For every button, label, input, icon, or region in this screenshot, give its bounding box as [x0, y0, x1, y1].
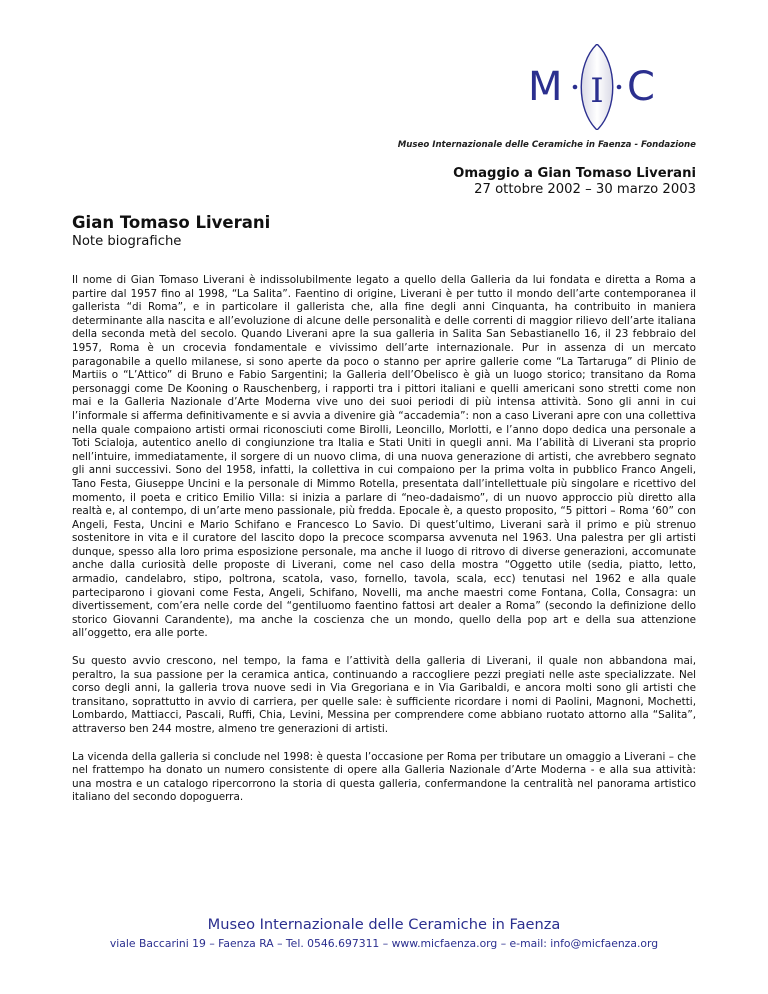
logo-dot-left: [573, 85, 578, 90]
biography-body: [72, 274, 696, 819]
logo-letter-c: C: [627, 64, 655, 110]
exhibition-title: Omaggio a Gian Tomaso Liverani: [453, 166, 696, 181]
paragraph: Il nome di Gian Tomaso Liverani è indissolubilmente legato a quello della Galleria da lui fondata e diretta a Roma a partire dal 1957 fino al 1998, “La Salita”. Faentino di origine, Liverani è per tutto il mondo dell’arte contemporanea il gallerista “di Roma”, e in particolare il gallerista che, alla fine degli anni Cinquanta, ha contribuito in maniera determinante alla nascita e all’evoluzione di alcune delle personalità e delle correnti di maggior rilievo dell’arte italiana della seconda metà del secolo. Quando Liverani apre la sua galleria in Salita San Sebastianello 16, il 23 febbraio del 1957, Roma è un crocevia fondamentale e vivissimo dell’arte internazionale. Pur in assenza di un mercato paragonabile a quello milanese, si sono aperte da poco o stanno per aprire gallerie come “La Tartaruga” di Plinio de Martiis o “L’Attico” di Bruno e Fabio Sargentini; la Galleria dell’Obelisco è già un luogo storico; transitano da Roma personaggi come De Kooning o Rauschenberg, i rapporti tra i pittori italiani e quelli americani sono stretti come non mai e la Galleria Nazionale d’Arte Moderna vive uno dei suoi periodi di più intensa attività. Sono gli anni in cui l’informale si afferma definitivamente e si avvia a divenire già “accademia”: non a caso Liverani apre con una collettiva nella quale compaiono artisti ormai riconosciuti come Birolli, Leoncillo, Morlotti, e l’anno dopo dedica una personale a Toti Scialoja, autentico anello di congiunzione tra Italia e Stati Uniti in quegli anni. Ma l’abilità di Liverani sta proprio nell’intuire, immediatamente, il sorgere di un nuovo clima, di una nuova generazione di artisti, che avrebbero segnato gli anni successivi. Sono del 1958, infatti, la collettiva in cui compaiono per la prima volta in pubblico Franco Angeli, Tano Festa, Giuseppe Uncini e la personale di Mimmo Rotella, presentata dall’intellettuale più singolare e ricettivo del momento, il poeta e critico Emilio Villa: si inizia a parlare di “neo-dadaismo”, di un nuovo approccio più diretto alla realtà e, al contempo, di un’arte meno passionale, più fredda. Epocale è, a questo proposito, “5 pittori – Roma ‘60” con Angeli, Festa, Uncini e Mario Schifano e Francesco Lo Savio. Di quest’ultimo, Liverani sarà il primo e più strenuo sostenitore in vita e il curatore del lascito dopo la precoce scomparsa avvenuta nel 1963. Una palestra per gli artisti dunque, spesso alla loro prima esposizione personale, ma anche il luogo di ritrovo di diverse generazioni, accomunate anche dalla curiosità delle proposte di Liverani, come nel caso della mostra “Oggetto utile (sedia, piatto, letto, armadio, candelabro, stipo, poltrona, scatola, vaso, fornello, tavola, scala, ecc) tenutasi nel 1962 e alla quale parteciparono i giovani come Festa, Angeli, Schifano, Novelli, ma anche maestri come Fontana, Colla, Consagra: un divertissement, com’era nelle corde del “gentiluomo faentino fattosi art dealer a Roma” (secondo la definizione dello storico Giovanni Carandente), ma anche la coscienza che un mondo, quello della pop art e della sua attenzione all’oggetto, era alle porte.: [72, 274, 696, 640]
paragraph: La vicenda della galleria si conclude nel 1998: è questa l’occasione per Roma per tributare un omaggio a Liverani – che nel frattempo ha donato un numero consistente di opere alla Galleria Nazionale d’Arte Moderna - e alla sua attività: una mostra e un catalogo ripercorrono la storia di questa galleria, confermandone la centralità nel panorama artistico italiano del secondo dopoguerra.: [72, 750, 696, 804]
exhibition-dates: 27 ottobre 2002 – 30 marzo 2003: [474, 182, 696, 197]
logo-letter-m: M: [528, 64, 563, 110]
museum-subtitle: Museo Internazionale delle Ceramiche in Faenza - Fondazione: [397, 140, 696, 150]
mic-logo: [522, 44, 672, 130]
document-subtitle: Note biografiche: [72, 234, 182, 249]
footer-address: viale Baccarini 19 – Faenza RA – Tel. 0546.697311 – www.micfaenza.org – e-mail: info@micfaenza.org: [109, 937, 659, 950]
logo-dot-right: [617, 85, 622, 90]
logo-letter-i: I: [590, 71, 604, 111]
footer-museum-name: Museo Internazionale delle Ceramiche in Faenza: [207, 916, 561, 933]
exhibition-block: [453, 166, 696, 198]
footer: [0, 916, 768, 950]
document-title: Gian Tomaso Liverani: [72, 213, 271, 232]
paragraph: Su questo avvio crescono, nel tempo, la fama e l’attività della galleria di Liverani, il quale non abbandona mai, peraltro, la sua passione per la ceramica antica, continuando a raccogliere pezzi pregiati nelle aste specializzate. Nel corso degli anni, la galleria trova nuove sedi in Via Gregoriana e in Via Garibaldi, e ancora molti sono gli artisti che transitano, soprattutto in avvio di carriera, per quelle sale: è sufficiente ricordare i nomi di Paolini, Magnoni, Mochetti, Lombardo, Mattiacci, Pascali, Ruffi, Chia, Levini, Messina per comprendere come abbiano ruotato attorno alla “Salita”, attraverso ben 244 mostre, almeno tre generazioni di artisti.: [72, 655, 696, 735]
